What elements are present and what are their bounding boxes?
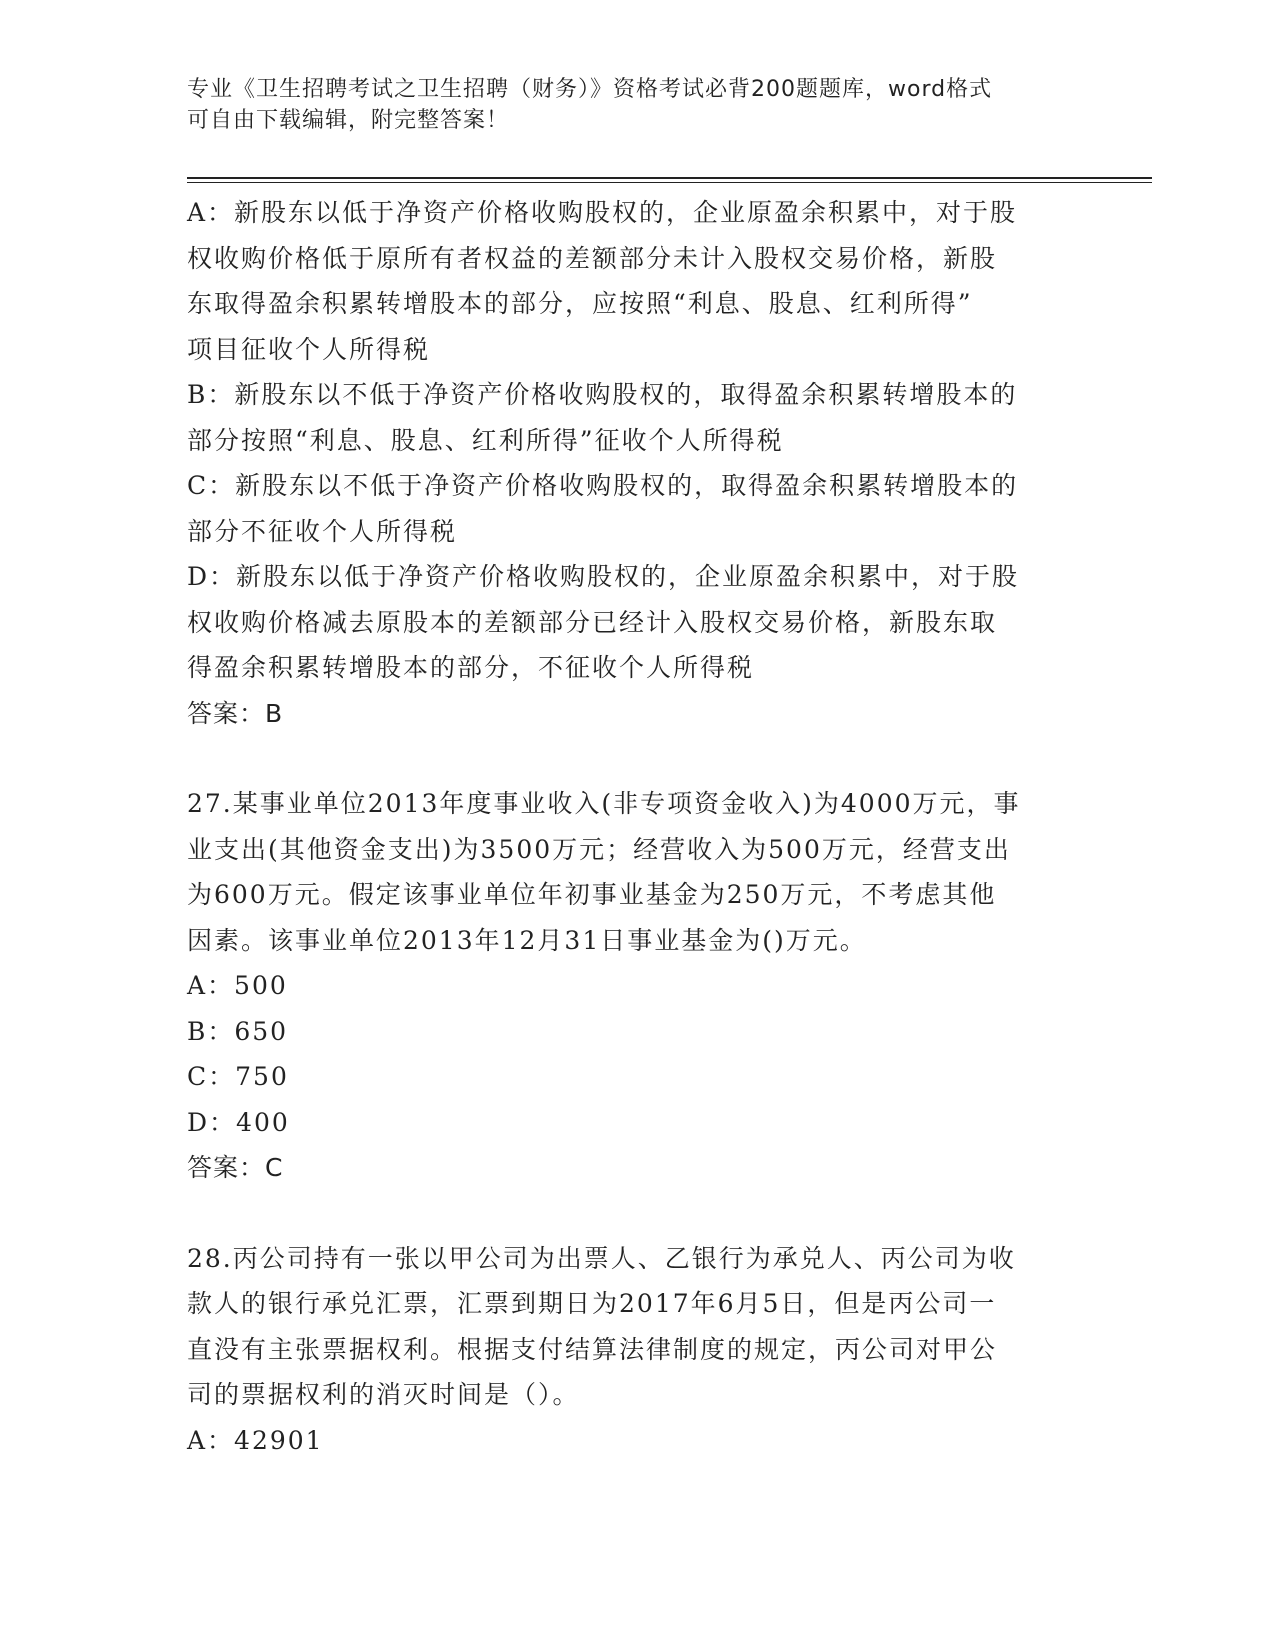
question-27-answer: 答案：C: [187, 1153, 284, 1182]
question-27-option-d: D：400: [187, 1107, 290, 1137]
stem-line: 直没有主张票据权利。根据支付结算法律制度的规定，丙公司对甲公: [187, 1334, 998, 1364]
stem-line: 业支出(其他资金支出)为3500万元；经营收入为500万元，经营支出: [187, 834, 1011, 864]
question-28-block: [187, 1236, 1067, 1464]
header-title-line-2: 可自由下载编辑，附完整答案！: [187, 108, 510, 133]
option-line: A：新股东以低于净资产价格收购股权的，企业原盈余积累中，对于股: [187, 198, 1018, 227]
option-line: 权收购价格低于原所有者权益的差额部分未计入股权交易价格，新股: [187, 243, 998, 273]
stem-line: 27.某事业单位2013年度事业收入(非专项资金收入)为4000万元，事: [187, 789, 1021, 818]
question-28-stem: [187, 1236, 1067, 1418]
option-line: 部分不征收个人所得税: [187, 516, 458, 546]
option-line: B：新股东以不低于净资产价格收购股权的，取得盈余积累转增股本的: [187, 380, 1018, 409]
spacer: [187, 736, 1067, 781]
question-26-block: [187, 190, 1067, 736]
stem-line: 28.丙公司持有一张以甲公司为出票人、乙银行为承兑人、丙公司为收: [187, 1243, 1016, 1273]
question-26-answer: 答案：B: [187, 698, 284, 728]
question-28-option-a: A：42901: [187, 1425, 324, 1455]
question-26-option-c: [187, 463, 1067, 554]
spacer: [187, 1191, 1067, 1236]
stem-line: 为600万元。假定该事业单位年初事业基金为250万元，不考虑其他: [187, 880, 997, 909]
option-line: C：新股东以不低于净资产价格收购股权的，取得盈余积累转增股本的: [187, 471, 1019, 500]
document-body: [187, 190, 1067, 1463]
header-divider-thin: [187, 182, 1152, 183]
header-title-line-1: 专业《卫生招聘考试之卫生招聘（财务）》资格考试必背200题题库，word格式: [187, 77, 993, 102]
stem-line: 司的票据权利的消灭时间是（）。: [187, 1380, 580, 1409]
stem-line: 款人的银行承兑汇票，汇票到期日为2017年6月5日，但是丙公司一: [187, 1289, 997, 1318]
option-line: 部分按照“利息、股息、红利所得”征收个人所得税: [187, 425, 784, 455]
question-27-option-c: C：750: [187, 1062, 289, 1091]
option-line: D：新股东以低于净资产价格收购股权的，企业原盈余积累中，对于股: [187, 562, 1020, 591]
page-header: [187, 74, 1067, 136]
question-26-option-d: [187, 554, 1067, 691]
option-line: 权收购价格减去原股本的差额部分已经计入股权交易价格，新股东取: [187, 607, 998, 637]
option-line: 得盈余积累转增股本的部分，不征收个人所得税: [187, 653, 755, 682]
stem-line: 因素。该事业单位2013年12月31日事业基金为()万元。: [187, 925, 867, 955]
question-27-option-b: B：650: [187, 1016, 289, 1046]
question-27-block: [187, 781, 1067, 1191]
question-26-option-a: [187, 190, 1067, 372]
question-27-stem: [187, 781, 1067, 963]
question-26-option-b: [187, 372, 1067, 463]
header-divider-thick: [187, 177, 1152, 179]
option-line: 项目征收个人所得税: [187, 334, 431, 364]
question-27-option-a: A：500: [187, 971, 288, 1000]
option-line: 东取得盈余积累转增股本的部分，应按照“利息、股息、红利所得”: [187, 289, 973, 318]
